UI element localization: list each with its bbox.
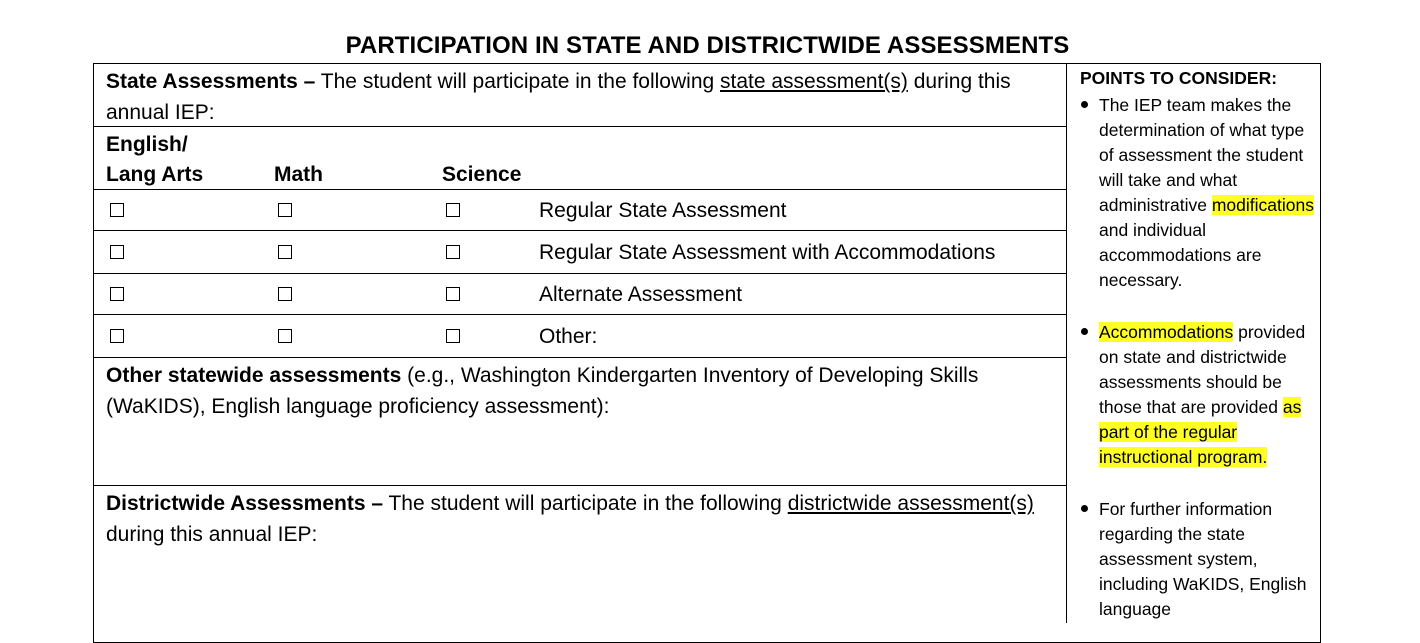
- column-header-science: Science: [442, 163, 522, 186]
- page-title: PARTICIPATION IN STATE AND DISTRICTWIDE ASSESSMENTS: [345, 32, 1070, 59]
- ela-checkbox[interactable]: [110, 203, 124, 217]
- math-checkbox[interactable]: [278, 245, 292, 259]
- science-checkbox[interactable]: [446, 329, 460, 343]
- option-label: Alternate Assessment: [539, 283, 743, 306]
- state-assessments-heading: State Assessments –: [106, 70, 316, 93]
- math-checkbox[interactable]: [278, 329, 292, 343]
- row-divider: [93, 357, 1066, 358]
- row-divider: [93, 314, 1066, 315]
- math-checkbox[interactable]: [278, 203, 292, 217]
- other-statewide-text: Other statewide assessments (e.g., Washington Kindergarten Inventory of Developing Skills (WaKIDS), English language proficiency assessment):: [106, 364, 979, 418]
- ela-checkbox[interactable]: [110, 245, 124, 259]
- ela-checkbox[interactable]: [110, 329, 124, 343]
- sidebar-point: The IEP team makes the determination of what type of assessment the student will take and what administrative modifications and individual accommodations are necessary.: [1099, 95, 1314, 290]
- column-divider: [1066, 63, 1067, 623]
- row-divider: [93, 485, 1066, 486]
- science-checkbox[interactable]: [446, 245, 460, 259]
- row-divider: [93, 273, 1066, 274]
- sidebar-heading: POINTS TO CONSIDER:: [1080, 68, 1278, 88]
- science-checkbox[interactable]: [446, 203, 460, 217]
- other-statewide-heading: Other statewide assessments: [106, 364, 402, 387]
- bullet-icon: [1081, 328, 1088, 335]
- districtwide-heading: Districtwide Assessments –: [106, 492, 384, 515]
- option-label: Regular State Assessment with Accommodations: [539, 241, 996, 264]
- districtwide-link[interactable]: districtwide assessment(s): [787, 492, 1034, 515]
- districtwide-text: Districtwide Assessments – The student will participate in the following districtwide assessment(s) during this annual IEP:: [106, 492, 1034, 546]
- science-checkbox[interactable]: [446, 287, 460, 301]
- math-checkbox[interactable]: [278, 287, 292, 301]
- option-label: Other:: [539, 325, 598, 348]
- ela-checkbox[interactable]: [110, 287, 124, 301]
- row-divider: [93, 230, 1066, 231]
- option-label: Regular State Assessment: [539, 199, 787, 222]
- state-assessments-link[interactable]: state assessment(s): [720, 70, 908, 93]
- row-divider: [93, 189, 1066, 190]
- sidebar-point: Accommodations provided on state and districtwide assessments should be those that are provided as part of the regular instructional program.: [1099, 322, 1306, 467]
- bullet-icon: [1081, 101, 1088, 108]
- sidebar-point: For further information regarding the state assessment system, including WaKIDS, English language: [1099, 499, 1307, 619]
- column-header-math: Math: [274, 163, 323, 186]
- column-header-ela: English/ Lang Arts: [106, 133, 204, 186]
- state-assessments-text: State Assessments – The student will participate in the following state assessment(s) during this annual IEP:: [106, 70, 1011, 124]
- bullet-icon: [1081, 505, 1088, 512]
